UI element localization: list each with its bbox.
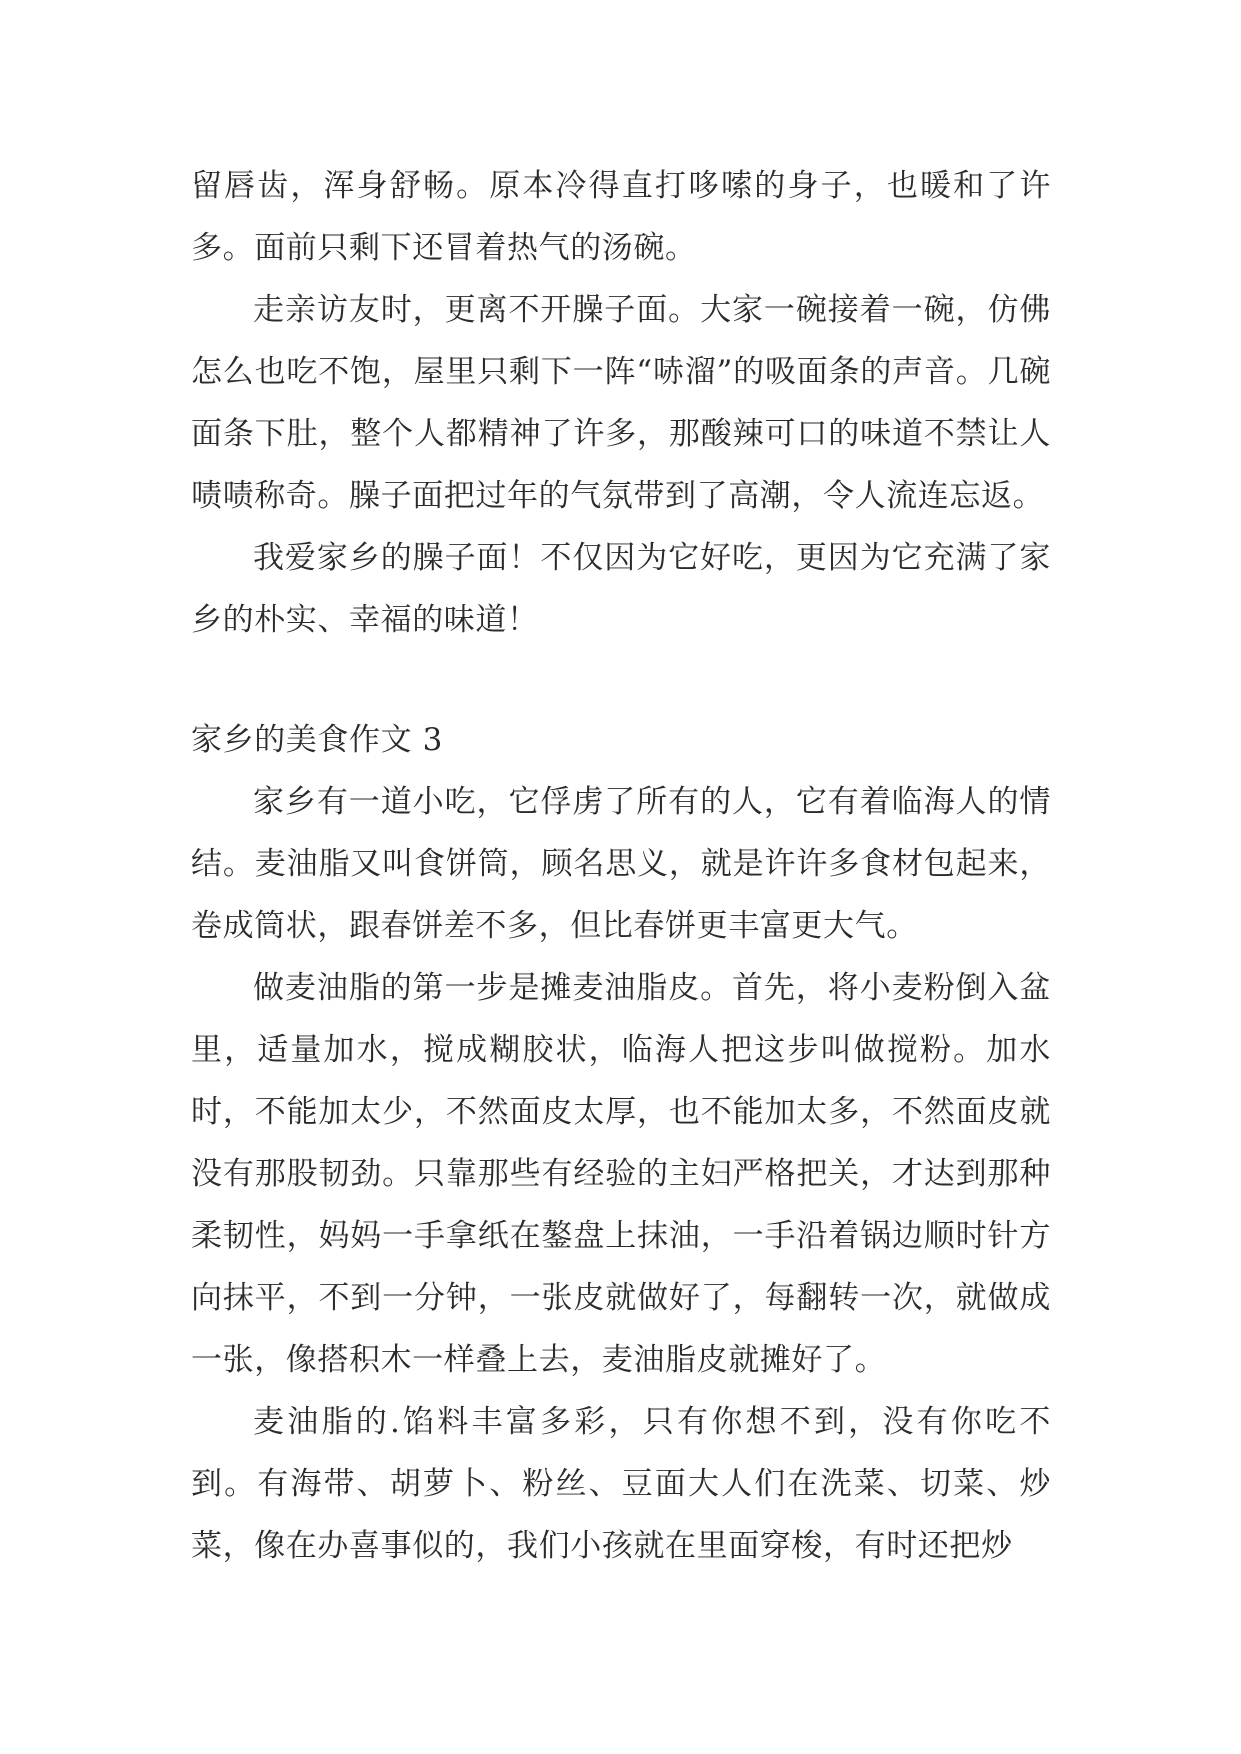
paragraph-conclusion: 我爱家乡的臊子面！不仅因为它好吃，更因为它充满了家乡的朴实、幸福的味道！ — [191, 540, 1051, 638]
paragraph-fillings: 麦油脂的.馅料丰富多彩，只有你想不到，没有你吃不到。有海带、胡萝卜、粉丝、豆面大人们在洗菜、切菜、炒菜，像在办喜事似的，我们小孩就在里面穿梭，有时还把炒 — [191, 1404, 1051, 1564]
paragraph-visiting: 走亲访友时，更离不开臊子面。大家一碗接着一碗，仿佛怎么也吃不饱，屋里只剩下一阵“哧溜”的吸面条的声音。几碗面条下肚，整个人都精神了许多，那酸辣可口的味道不禁让人啧啧称奇。臊子面把过年的气氛带到了高潮，令人流连忘返。 — [191, 292, 1051, 514]
document-body — [191, 155, 1051, 1577]
paragraph-making-skin: 做麦油脂的第一步是摊麦油脂皮。首先，将小麦粉倒入盆里，适量加水，搅成糊胶状，临海人把这步叫做搅粉。加水时，不能加太少，不然面皮太厚，也不能加太多，不然面皮就没有那股韧劲。只靠那些有经验的主妇严格把关，才达到那种柔韧性，妈妈一手拿纸在鏊盘上抹油，一手沿着锅边顺时针方向抹平，不到一分钟，一张皮就做好了，每翻转一次，就做成一张，像搭积木一样叠上去，麦油脂皮就摊好了。 — [191, 970, 1051, 1378]
paragraph-continued: 留唇齿，浑身舒畅。原本冷得直打哆嗦的身子，也暖和了许多。面前只剩下还冒着热气的汤碗。 — [191, 168, 1051, 266]
section-title: 家乡的美食作文 3 — [191, 722, 443, 758]
paragraph-intro: 家乡有一道小吃，它俘虏了所有的人，它有着临海人的情结。麦油脂又叫食饼筒，顾名思义，就是许许多食材包起来，卷成筒状，跟春饼差不多，但比春饼更丰富更大气。 — [191, 784, 1051, 944]
